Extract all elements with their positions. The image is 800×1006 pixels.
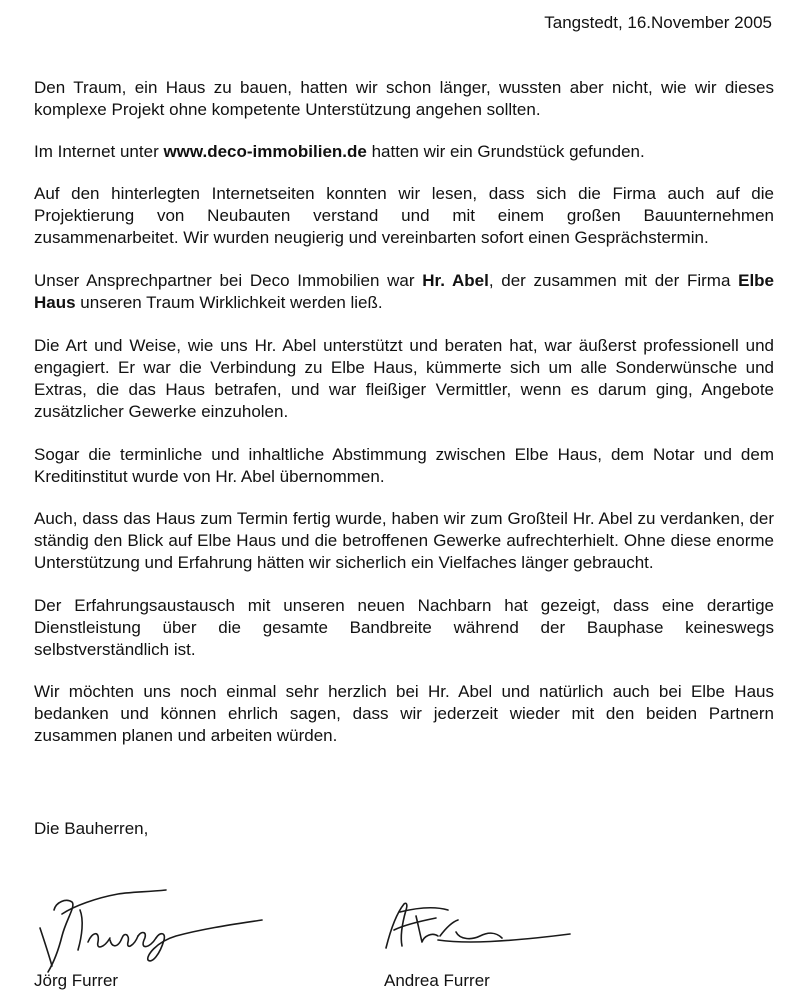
letter-date: Tangstedt, 16.November 2005: [544, 13, 772, 32]
paragraph-text: , der zusammen mit der Firma: [488, 271, 739, 290]
closing-salutation: Die Bauherren,: [34, 819, 149, 838]
bold-text: Elbe Haus: [34, 271, 775, 312]
paragraph-text: hatten wir ein Grundstück gefunden.: [366, 142, 645, 161]
paragraph-text: Auf den hinterlegten Internetseiten konnten wir lesen, dass sich die Firma auch auf die Projektierung von Neubauten verstand und mit einem großen Bauunternehmen zusammenarbeitet. Wir wurden neugierig und vereinbarten sofort einen Gesprächstermin.: [34, 184, 774, 247]
signature-icon: [376, 892, 576, 962]
paragraph-text: Die Art und Weise, wie uns Hr. Abel unterstützt und beraten hat, war äußerst professionell und engagiert. Er war die Verbindung zu Elbe Haus, kümmerte sich um alle Sonderwünsche und Extras, die das Haus betrafen, und war fleißiger Vermittler, wenn es darum ging, Angebote zusätzlicher Gewerke einzuholen.: [34, 336, 774, 421]
paragraph: [34, 141, 774, 163]
paragraph: [34, 183, 774, 249]
signature-icon: [26, 880, 266, 980]
signatory-name: Jörg Furrer: [34, 971, 119, 990]
paragraph: [34, 77, 774, 121]
bold-text: Hr. Abel: [422, 271, 489, 290]
paragraph-text: Wir möchten uns noch einmal sehr herzlich bei Hr. Abel und natürlich auch bei Elbe Haus bedanken und können ehrlich sagen, dass wir jederzeit wieder mit den beiden Partnern zusammen planen und arbeiten würden.: [34, 682, 774, 745]
signature-andrea-furrer: [376, 892, 576, 962]
paragraph: [34, 508, 774, 574]
paragraph-text: Auch, dass das Haus zum Termin fertig wurde, haben wir zum Großteil Hr. Abel zu verdanken, der ständig den Blick auf Elbe Haus und die betroffenen Gewerke aufrechterhielt. Ohne diese enorme Unterstützung und Erfahrung hätten wir sicherlich ein Vielfaches länger gebraucht.: [34, 509, 774, 572]
paragraph: [34, 335, 774, 423]
signatory-name: Andrea Furrer: [384, 971, 490, 990]
paragraph: [34, 270, 774, 314]
bold-text: www.deco-immobilien.de: [163, 142, 367, 161]
letter-body: [34, 77, 774, 767]
paragraph-text: Im Internet unter: [34, 142, 164, 161]
paragraph: [34, 595, 774, 661]
signature-jorg-furrer: [26, 880, 266, 980]
paragraph: [34, 681, 774, 747]
paragraph-text: Sogar die terminliche und inhaltliche Abstimmung zwischen Elbe Haus, dem Notar und dem Kreditinstitut wurde von Hr. Abel übernommen.: [34, 445, 774, 486]
paragraph: [34, 444, 774, 488]
paragraph-text: Den Traum, ein Haus zu bauen, hatten wir schon länger, wussten aber nicht, wie wir dieses komplexe Projekt ohne kompetente Unterstützung angehen sollten.: [34, 78, 774, 119]
paragraph-text: Der Erfahrungsaustausch mit unseren neuen Nachbarn hat gezeigt, dass eine derartige Dienstleistung über die gesamte Bandbreite während der Bauphase keineswegs selbstverständlich ist.: [34, 596, 774, 659]
paragraph-text: unseren Traum Wirklichkeit werden ließ.: [75, 293, 383, 312]
paragraph-text: Unser Ansprechpartner bei Deco Immobilien war: [34, 271, 423, 290]
